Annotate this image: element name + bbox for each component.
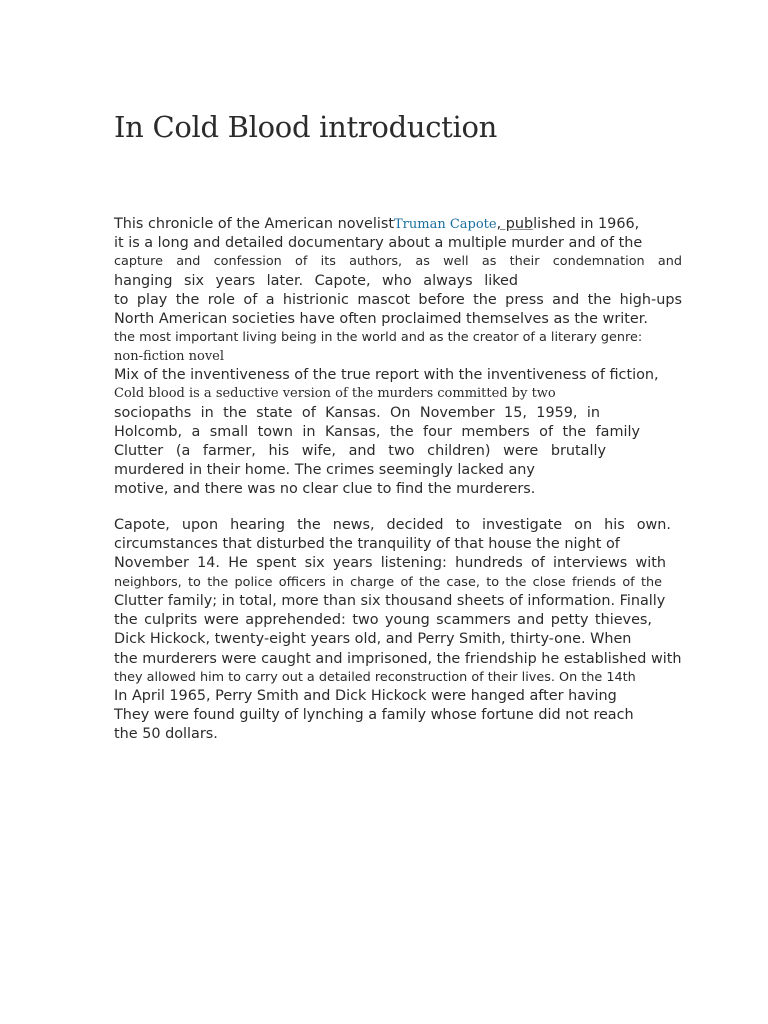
paragraph-line: murdered in their home. The crimes seemingly lacked any — [114, 462, 535, 479]
paragraph-line: In April 1965, Perry Smith and Dick Hickock were hanged after having — [114, 688, 617, 705]
paragraph-line: they allowed him to carry out a detailed reconstruction of their lives. On the 14th — [114, 669, 636, 685]
paragraph-line: the 50 dollars. — [114, 726, 218, 743]
paragraph-line: November 14. He spent six years listening: hundreds of interviews with — [114, 555, 666, 572]
paragraph-line: the most important living being in the world and as the creator of a literary genre: — [114, 330, 643, 346]
paragraph-line: neighbors, to the police officers in charge of the case, to the close friends of the — [114, 574, 662, 590]
paragraph-line: They were found guilty of lynching a family whose fortune did not reach — [114, 707, 634, 724]
paragraph-line: the culprits were apprehended: two young scammers and petty thieves, — [114, 612, 652, 629]
paragraph-line: the murderers were caught and imprisoned, the friendship he established with — [114, 650, 682, 667]
paragraph-line: Holcomb, a small town in Kansas, the four members of the family — [114, 423, 640, 440]
paragraph-line: circumstances that disturbed the tranquility of that house the night of — [114, 536, 620, 553]
line-text: This chronicle of the American novelist — [114, 216, 394, 232]
paragraph-line: it is a long and detailed documentary about a multiple murder and of the — [114, 235, 643, 252]
paragraph-line: capture and confession of its authors, as well as their condemnation and — [114, 254, 682, 270]
truman-capote-link[interactable]: Truman Capote — [394, 217, 497, 232]
paragraph-line: North American societies have often proclaimed themselves as the writer. — [114, 311, 648, 328]
paragraph-1 — [114, 215, 684, 500]
paragraph-line: Capote, upon hearing the news, decided to investigate on his own. — [114, 517, 671, 533]
paragraph-line: Mix of the inventiveness of the true report with the inventiveness of fiction, — [114, 367, 659, 384]
document-title: In Cold Blood introduction — [114, 110, 498, 144]
paragraph-line: Clutter (a farmer, his wife, and two children) were brutally — [114, 443, 606, 460]
paragraph-line: hanging six years later. Capote, who always liked — [114, 272, 518, 289]
paragraph-2 — [114, 516, 684, 745]
paragraph-line: sociopaths in the state of Kansas. On November 15, 1959, in — [114, 404, 600, 421]
paragraph-line: non-fiction novel — [114, 348, 225, 364]
line-text: lished in 1966, — [533, 216, 640, 232]
paragraph-line: to play the role of a histrionic mascot before the press and the high-ups — [114, 291, 682, 308]
underlined-text: , pub — [496, 216, 534, 232]
paragraph-line: motive, and there was no clear clue to find the murderers. — [114, 481, 536, 498]
paragraph-line: Dick Hickock, twenty-eight years old, and Perry Smith, thirty-one. When — [114, 631, 632, 648]
paragraph-line — [114, 215, 684, 234]
paragraph-line: Cold blood is a seductive version of the murders committed by two — [114, 386, 556, 402]
paragraph-line: Clutter family; in total, more than six thousand sheets of information. Finally — [114, 592, 666, 609]
